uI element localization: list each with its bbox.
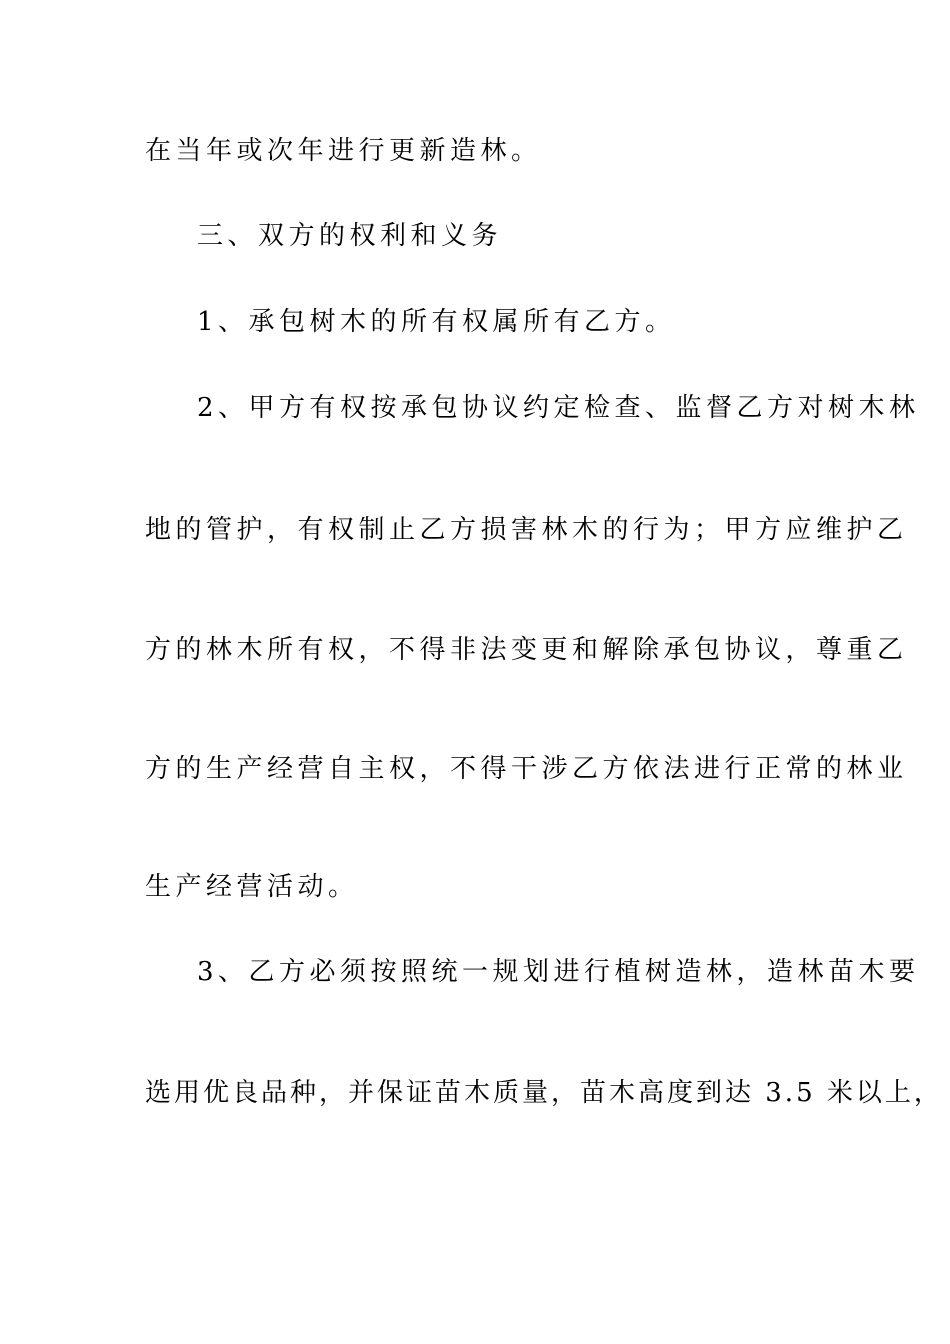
clause-2-line-1: 2、甲方有权按承包协议约定检查、监督乙方对树木林 <box>197 393 920 423</box>
clause-2-line-2: 地的管护，有权制止乙方损害林木的行为；甲方应维护乙 <box>145 515 908 545</box>
clause-2-line-3: 方的林木所有权，不得非法变更和解除承包协议，尊重乙 <box>145 635 908 665</box>
clause-1-text: 1、承包树木的所有权属所有乙方。 <box>197 307 676 337</box>
clause-2-line-5: 生产经营活动。 <box>145 872 359 902</box>
clause-3-line-1: 3、乙方必须按照统一规划进行植树造林，造林苗木要 <box>197 957 920 987</box>
section-heading-rights-obligations: 三、双方的权利和义务 <box>197 221 503 251</box>
clause-3-line-2: 选用优良品种，并保证苗木质量，苗木高度到达 3.5 米以上， <box>145 1078 943 1108</box>
clause-2-line-4: 方的生产经营自主权，不得干涉乙方依法进行正常的林业 <box>145 754 908 784</box>
paragraph-continuation-line: 在当年或次年进行更新造林。 <box>145 136 542 166</box>
